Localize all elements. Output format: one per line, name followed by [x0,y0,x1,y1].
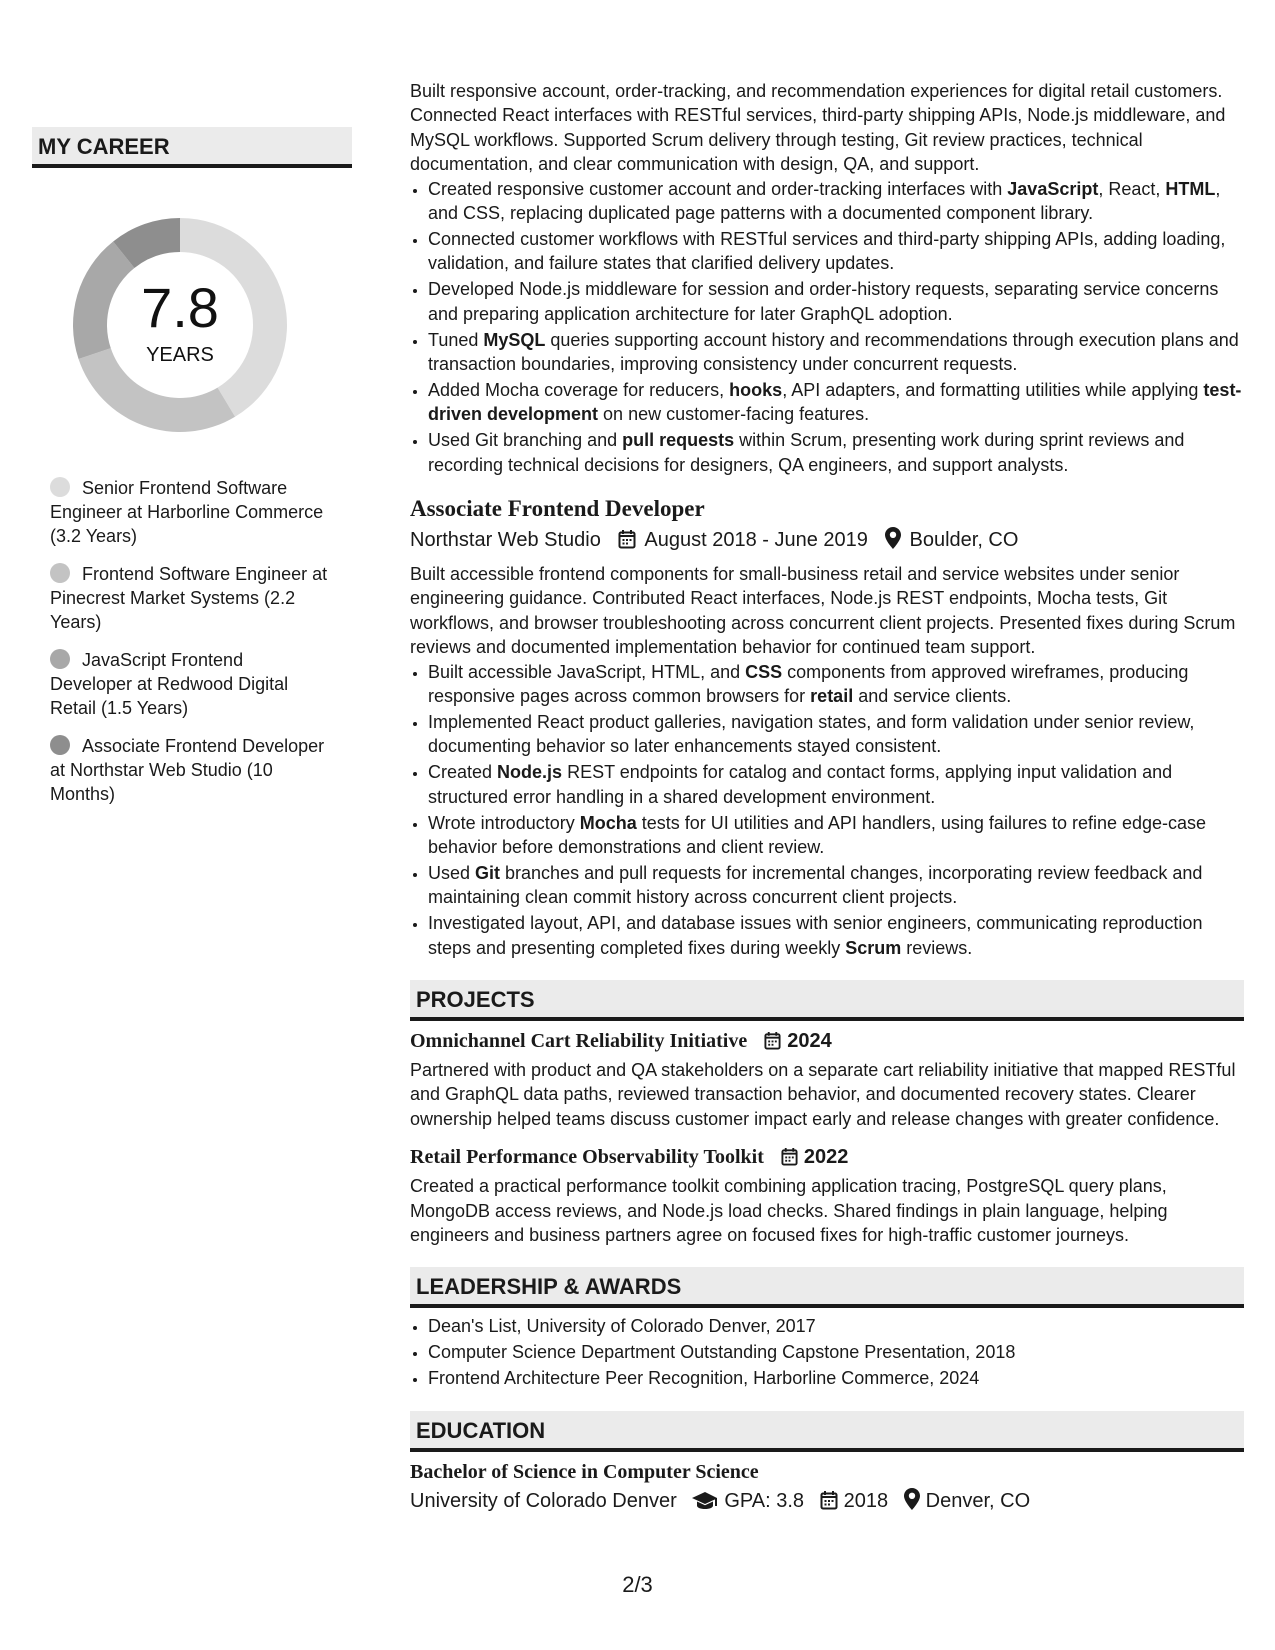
main-content [410,79,1244,1519]
bold-keyword: test-driven development [428,379,1242,425]
job2-bullets [410,660,1244,960]
project-2-title: Retail Performance Observability Toolkit [410,1146,764,1169]
bold-keyword: pull requests [622,430,735,451]
donut-total-value: 7.8 [141,276,219,339]
bullet-item: • Used Git branching and pull requests within Scrum, presenting work during sprint reviews and recording technical decisions for designers, QA engineers, and support analysts. [428,428,1244,477]
bold-keyword: Mocha [579,812,637,833]
bold-keyword: CSS [745,661,783,682]
job2-summary: Built accessible frontend components for small-business retail and service websites under senior engineering guidance. Contributed React interfaces, Node.js REST endpoints, Mocha tests, Git workflows, and browser troubleshooting across concurrent client projects. Presented fixes during Scrum reviews and documented implementation behavior for continued team support. [410,564,1236,658]
calendar-icon [764,1030,781,1058]
award-item: • Frontend Architecture Peer Recognition, Harborline Commerce, 2024 [428,1366,1244,1390]
bold-keyword: Scrum [845,937,902,958]
bold-keyword: hooks [729,379,783,400]
awards-list [410,1314,1244,1390]
project-1-title-row [410,1027,1244,1058]
legend-dot [50,735,70,755]
legend-label: Senior Frontend Software Engineer at Harborline Commerce (3.2 Years) [50,478,324,546]
location-pin-icon [885,527,901,558]
calendar-icon [618,528,636,558]
legend-item [50,562,330,634]
bold-keyword: Git [475,862,501,883]
bullet-item: • Created Node.js REST endpoints for catalog and contact forms, applying input validation and structured error handling in a shared development environment. [428,760,1244,809]
project-1-desc: Partnered with product and QA stakeholders on a separate cart reliability initiative that mapped RESTful and GraphQL data paths, reviewed transaction behavior, and documented recovery states. Clearer ownership helped teams discuss customer impact early and release changes with greater confidence. [410,1060,1236,1129]
graduation-cap-icon [692,1489,718,1519]
bullet-item: • Investigated layout, API, and database issues with senior engineers, communicating reproduction steps and presenting completed fixes during weekly Scrum reviews. [428,911,1244,960]
legend-label: Associate Frontend Developer at Northstar Web Studio (10 Months) [50,736,325,804]
legend-item [50,734,330,806]
job2-location: Boulder, CO [909,529,1019,551]
career-donut-chart [65,210,295,440]
legend-item [50,648,330,720]
job1-summary: Built responsive account, order-tracking, and recommendation experiences for digital retail customers. Connected React interfaces with RESTful services, third-party shipping APIs, Node.js middleware, and MySQL workflows. Supported Scrum delivery through testing, Git review practices, technical documentation, and clear communication with design, QA, and support. [410,81,1226,175]
projects-heading: PROJECTS [410,980,1244,1021]
bullet-item: • Tuned MySQL queries supporting account history and recommendations through execution plans and transaction boundaries, improving consistency under concurrent requests. [428,328,1244,377]
legend-label: JavaScript Frontend Developer at Redwood Digital Retail (1.5 Years) [50,650,289,718]
legend-dot [50,649,70,669]
career-heading: MY CAREER [32,127,352,168]
bullet-item: • Built accessible JavaScript, HTML, and CSS components from approved wireframes, producing responsive pages across common browsers for retail and service clients. [428,660,1244,709]
career-sidebar [32,127,352,820]
bold-keyword: JavaScript [1007,178,1099,199]
bold-keyword: Node.js [497,762,563,783]
bullet-item: • Connected customer workflows with RESTful services and third-party shipping APIs, adding loading, validation, and failure states that clarified delivery updates. [428,227,1244,276]
bullet-item: • Developed Node.js middleware for session and order-history requests, separating service concerns and preparing application architecture for later GraphQL adoption. [428,277,1244,326]
bold-keyword: HTML [1165,178,1216,199]
award-item: • Computer Science Department Outstanding Capstone Presentation, 2018 [428,1340,1244,1364]
education-heading: EDUCATION [410,1411,1244,1452]
calendar-icon [820,1489,838,1519]
project-2-year: 2022 [803,1146,849,1169]
education-meta [410,1486,1244,1519]
bullet-item: • Used Git branches and pull requests for incremental changes, incorporating review feedback and maintaining clean commit history across concurrent client projects. [428,861,1244,910]
page-number: 2/3 [622,1572,653,1597]
education-gpa: GPA: 3.8 [724,1489,805,1512]
legend-dot [50,563,70,583]
bullet-item: • Wrote introductory Mocha tests for UI utilities and API handlers, using failures to refine edge-case behavior before demonstrations and client review. [428,811,1244,860]
bold-keyword: retail [810,686,854,707]
job2-title: Associate Frontend Developer [410,496,705,521]
project-1-title: Omnichannel Cart Reliability Initiative [410,1030,748,1052]
award-item: • Dean's List, University of Colorado Denver, 2017 [428,1314,1244,1338]
legend-dot [50,477,70,497]
calendar-icon [781,1146,798,1174]
bold-keyword: MySQL [483,329,546,350]
job2-company: Northstar Web Studio [410,529,601,551]
project-2-desc: Created a practical performance toolkit combining application tracing, PostgreSQL query plans, MongoDB access reviews, and Node.js load checks. Shared findings in plain language, helping engineers and business partners agree on focused fixes for high-traffic customer journeys. [410,1176,1168,1246]
career-legend [50,476,330,806]
project-1-year: 2024 [787,1030,832,1052]
job2-meta [410,525,1244,558]
education-year: 2018 [843,1489,889,1512]
legend-item [50,476,330,548]
job1-bullets [410,177,1244,477]
location-pin-icon [904,1488,920,1519]
awards-heading: LEADERSHIP & AWARDS [410,1267,1244,1308]
legend-label: Frontend Software Engineer at Pinecrest Market Systems (2.2 Years) [50,564,328,632]
bullet-item: • Created responsive customer account and order-tracking interfaces with JavaScript, React, HTML, and CSS, replacing duplicated page patterns with a documented component library. [428,177,1244,226]
bullet-item: • Added Mocha coverage for reducers, hooks, API adapters, and formatting utilities while applying test-driven development on new customer-facing features. [428,378,1244,427]
education-degree: Bachelor of Science in Computer Science [410,1460,759,1483]
donut-total-unit: YEARS [146,344,214,366]
job2-dates: August 2018 - June 2019 [644,529,868,551]
project-2-title-row [410,1143,1244,1174]
education-school: University of Colorado Denver [410,1489,677,1512]
education-location: Denver, CO [925,1489,1031,1512]
bullet-item: • Implemented React product galleries, navigation states, and form validation under senior review, documenting behavior so later enhancements stayed consistent. [428,710,1244,759]
